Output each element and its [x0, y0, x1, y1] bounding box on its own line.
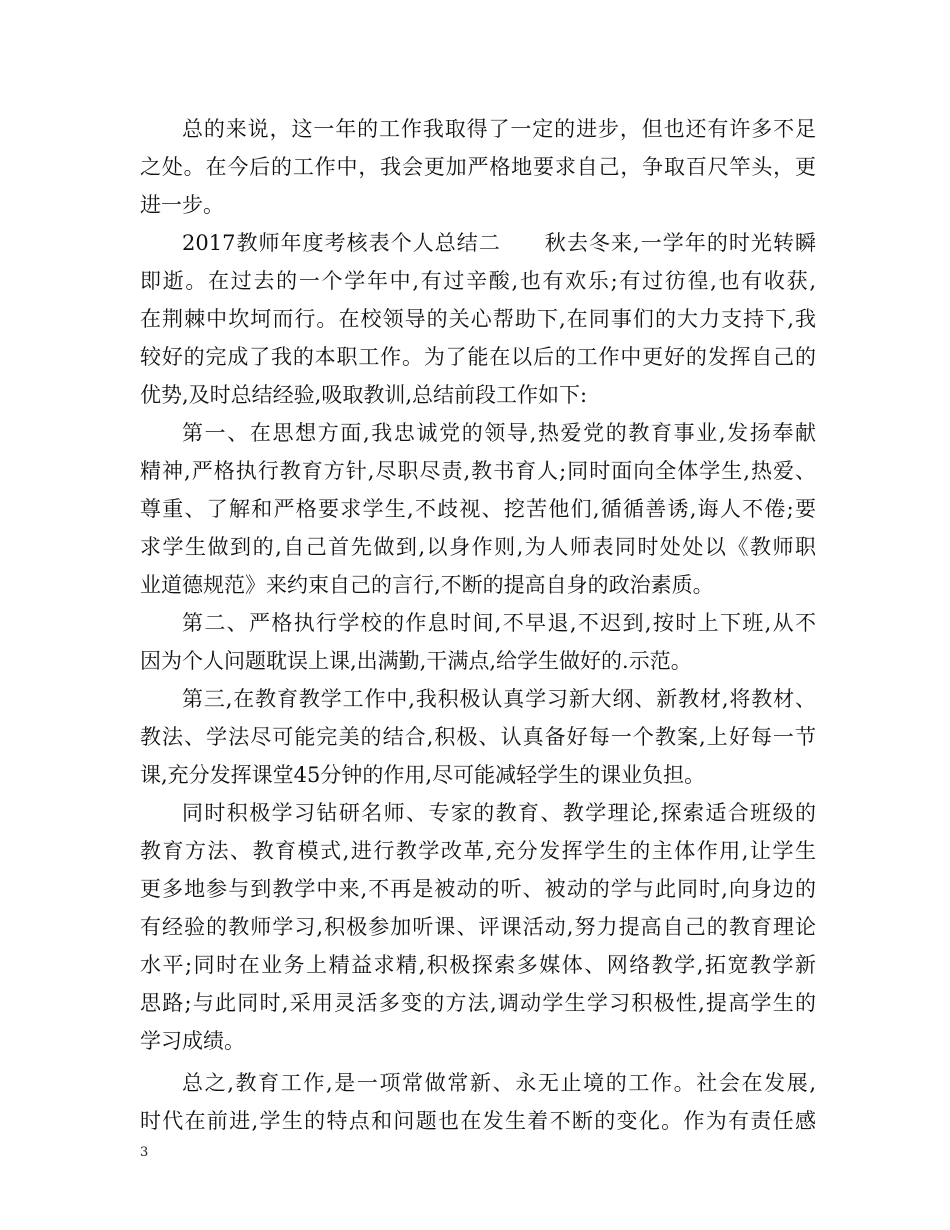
paragraph-line: 同时积极学习钻研名师、专家的教育、教学理论,探索适合班级的: [182, 801, 816, 825]
paragraph-line: 学习成绩。: [140, 1029, 245, 1053]
paragraph-line: 水平;同时在业务上精益求精,积极探索多媒体、网络教学,拓宽教学新: [140, 953, 816, 977]
paragraph-line: 第三,在教育教学工作中,我积极认真学习新大纲、新教材,将教材、: [182, 687, 816, 711]
paragraph-line: 教育方法、教育模式,进行教学改革,充分发挥学生的主体作用,让学生: [140, 839, 816, 863]
paragraph-line: 较好的完成了我的本职工作。为了能在以后的工作中更好的发挥自己的: [140, 345, 816, 369]
paragraph-line: 因为个人问题耽误上课,出满勤,干满点,给学生做好的.示范。: [140, 649, 692, 673]
paragraph-line: 进一步。: [140, 193, 224, 217]
paragraph-line: 总之,教育工作,是一项常做常新、永无止境的工作。社会在发展,: [182, 1071, 816, 1095]
paragraph-line: 业道德规范》来约束自己的言行,不断的提高自身的政治素质。: [140, 573, 714, 597]
paragraph-conclusion: [140, 1064, 816, 1140]
paragraph-line: 2017教师年度考核表个人总结二 秋去冬来,一学年的时光转瞬: [182, 231, 816, 255]
paragraph-line: 即逝。在过去的一个学年中,有过辛酸,也有欢乐;有过彷徨,也有收获,: [140, 269, 816, 293]
paragraph-second-point: [140, 604, 816, 680]
paragraph-line: 尊重、了解和严格要求学生,不歧视、挖苦他们,循循善诱,诲人不倦;要: [140, 497, 816, 521]
paragraph-line: 在荆棘中坎坷而行。在校领导的关心帮助下,在同事们的大力支持下,我: [140, 307, 816, 331]
paragraph-line: 第一、在思想方面,我忠诚党的领导,热爱党的教育事业,发扬奉献: [182, 421, 816, 445]
paragraph-study: [140, 794, 816, 1060]
paragraph-line: 第二、严格执行学校的作息时间,不早退,不迟到,按时上下班,从不: [182, 611, 816, 635]
paragraph-third-point: [140, 680, 816, 794]
paragraph-intro: [140, 224, 816, 414]
paragraph-summary: [140, 110, 816, 224]
paragraph-first-point: [140, 414, 816, 604]
paragraph-line: 精神,严格执行教育方针,尽职尽责,教书育人;同时面向全体学生,热爱、: [140, 459, 816, 483]
paragraph-line: 思路;与此同时,采用灵活多变的方法,调动学生学习积极性,提高学生的: [140, 991, 816, 1015]
paragraph-line: 总的来说，这一年的工作我取得了一定的进步，但也还有许多不足: [182, 117, 816, 141]
page-number: 3: [140, 1145, 149, 1160]
paragraph-line: 有经验的教师学习,积极参加听课、评课活动,努力提高自己的教育理论: [140, 915, 816, 939]
document-body: [140, 110, 816, 1140]
paragraph-line: 求学生做到的,自己首先做到,以身作则,为人师表同时处处以《教师职: [140, 535, 816, 559]
paragraph-line: 时代在前进,学生的特点和问题也在发生着不断的变化。作为有责任感: [140, 1109, 816, 1133]
paragraph-line: 教法、学法尽可能完美的结合,积极、认真备好每一个教案,上好每一节: [140, 725, 816, 749]
paragraph-line: 课,充分发挥课堂45分钟的作用,尽可能减轻学生的课业负担。: [140, 763, 706, 787]
paragraph-line: 之处。在今后的工作中，我会更加严格地要求自己，争取百尺竿头，更: [140, 155, 816, 179]
paragraph-line: 更多地参与到教学中来,不再是被动的听、被动的学与此同时,向身边的: [140, 877, 816, 901]
paragraph-line: 优势,及时总结经验,吸取教训,总结前段工作如下:: [140, 383, 588, 407]
